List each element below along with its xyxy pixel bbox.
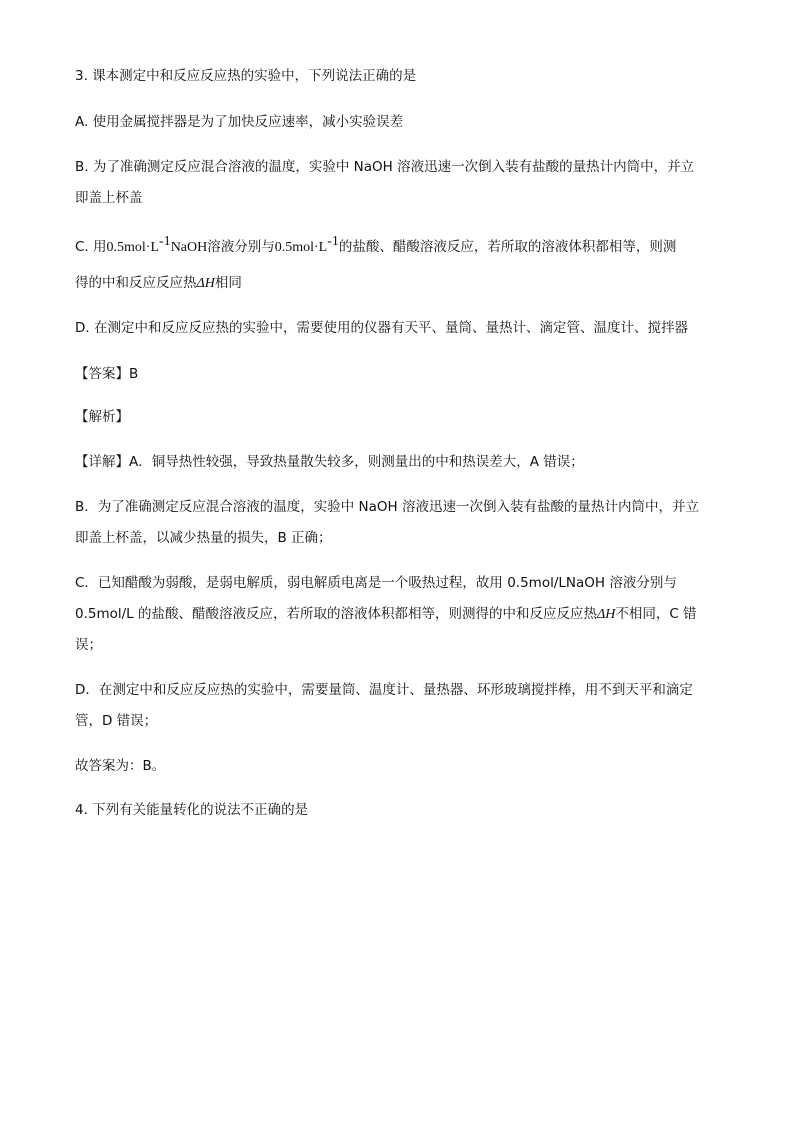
detail-a-row — [75, 453, 725, 471]
question-4-stem: 4. 下列有关能量转化的说法不正确的是 — [75, 802, 309, 818]
answer-row — [75, 365, 725, 383]
detail-b-line-1: B．为了准确测定反应混合溶液的温度，实验中 NaOH 溶液迅速一次倒入装有盐酸的量热计内筒中，并立 — [75, 499, 699, 515]
option-b-line-1: B. 为了准确测定反应混合溶液的温度，实验中 NaOH 溶液迅速一次倒入装有盐酸的量热计内筒中，并立 — [75, 159, 695, 175]
concentration-2: 0.5mol·L — [274, 240, 328, 255]
detail-b-line-2: 即盖上杯盖，以减少热量的损失，B 正确； — [75, 530, 332, 546]
concentration-2-exponent: -1 — [327, 233, 339, 249]
answer-value: B — [129, 366, 139, 382]
detail-d-line-2: 管，D 错误； — [75, 713, 158, 729]
question-3-stem: 3. 课本测定中和反应反应热的实验中，下列说法正确的是 — [75, 68, 417, 84]
detail-d-line-1: D．在测定中和反应反应热的实验中，需要量筒、温度计、量热器、环形玻璃搅拌棒，用不到天平和滴定 — [75, 682, 693, 698]
answer-label: 【答案】 — [75, 366, 129, 382]
delta-h-symbol: ΔH — [597, 607, 616, 622]
detail-c-line-2-suffix: 不相同，C 错 — [615, 606, 697, 622]
option-c-line-1 — [75, 233, 725, 257]
option-c-line-2-suffix: 相同 — [214, 275, 242, 291]
detail-a: A．铜导热性较强，导致热量散失较多，则测量出的中和热误差大，A 错误； — [129, 454, 584, 470]
naoh-formula: NaOH — [170, 240, 208, 255]
option-d: D. 在测定中和反应反应热的实验中，需要使用的仪器有天平、量筒、量热计、滴定管、温度计、搅拌器 — [75, 320, 688, 336]
detail-c-line-2 — [75, 605, 725, 624]
detail-c-line-1: C．已知醋酸为弱酸，是弱电解质，弱电解质电离是一个吸热过程，故用 0.5mol/LNaOH 溶液分别与 — [75, 575, 677, 591]
analysis-label: 【解析】 — [75, 409, 129, 425]
option-c-suffix: 的盐酸、醋酸溶液反应，若所取的溶液体积都相等，则测 — [338, 239, 677, 255]
option-c-line-2-prefix: 得的中和反应反应热 — [75, 275, 197, 291]
detail-label: 【详解】 — [75, 454, 129, 470]
conclusion: 故答案为：B。 — [75, 758, 166, 774]
concentration-1: 0.5mol·L — [106, 240, 160, 255]
concentration-1-exponent: -1 — [159, 233, 171, 249]
option-a: A. 使用金属搅拌器是为了加快反应速率，减小实验误差 — [75, 114, 404, 130]
option-c-mid: 溶液分别与 — [207, 239, 275, 255]
detail-c-line-2-prefix: 0.5mol/L 的盐酸、醋酸溶液反应，若所取的溶液体积都相等，则测得的中和反应反应热 — [75, 606, 597, 622]
option-c-line-2 — [75, 274, 725, 293]
detail-c-line-3: 误； — [75, 637, 102, 653]
option-c-prefix: C. 用 — [75, 239, 107, 255]
option-b-line-2: 即盖上杯盖 — [75, 190, 143, 206]
delta-h-symbol: ΔH — [196, 276, 215, 291]
